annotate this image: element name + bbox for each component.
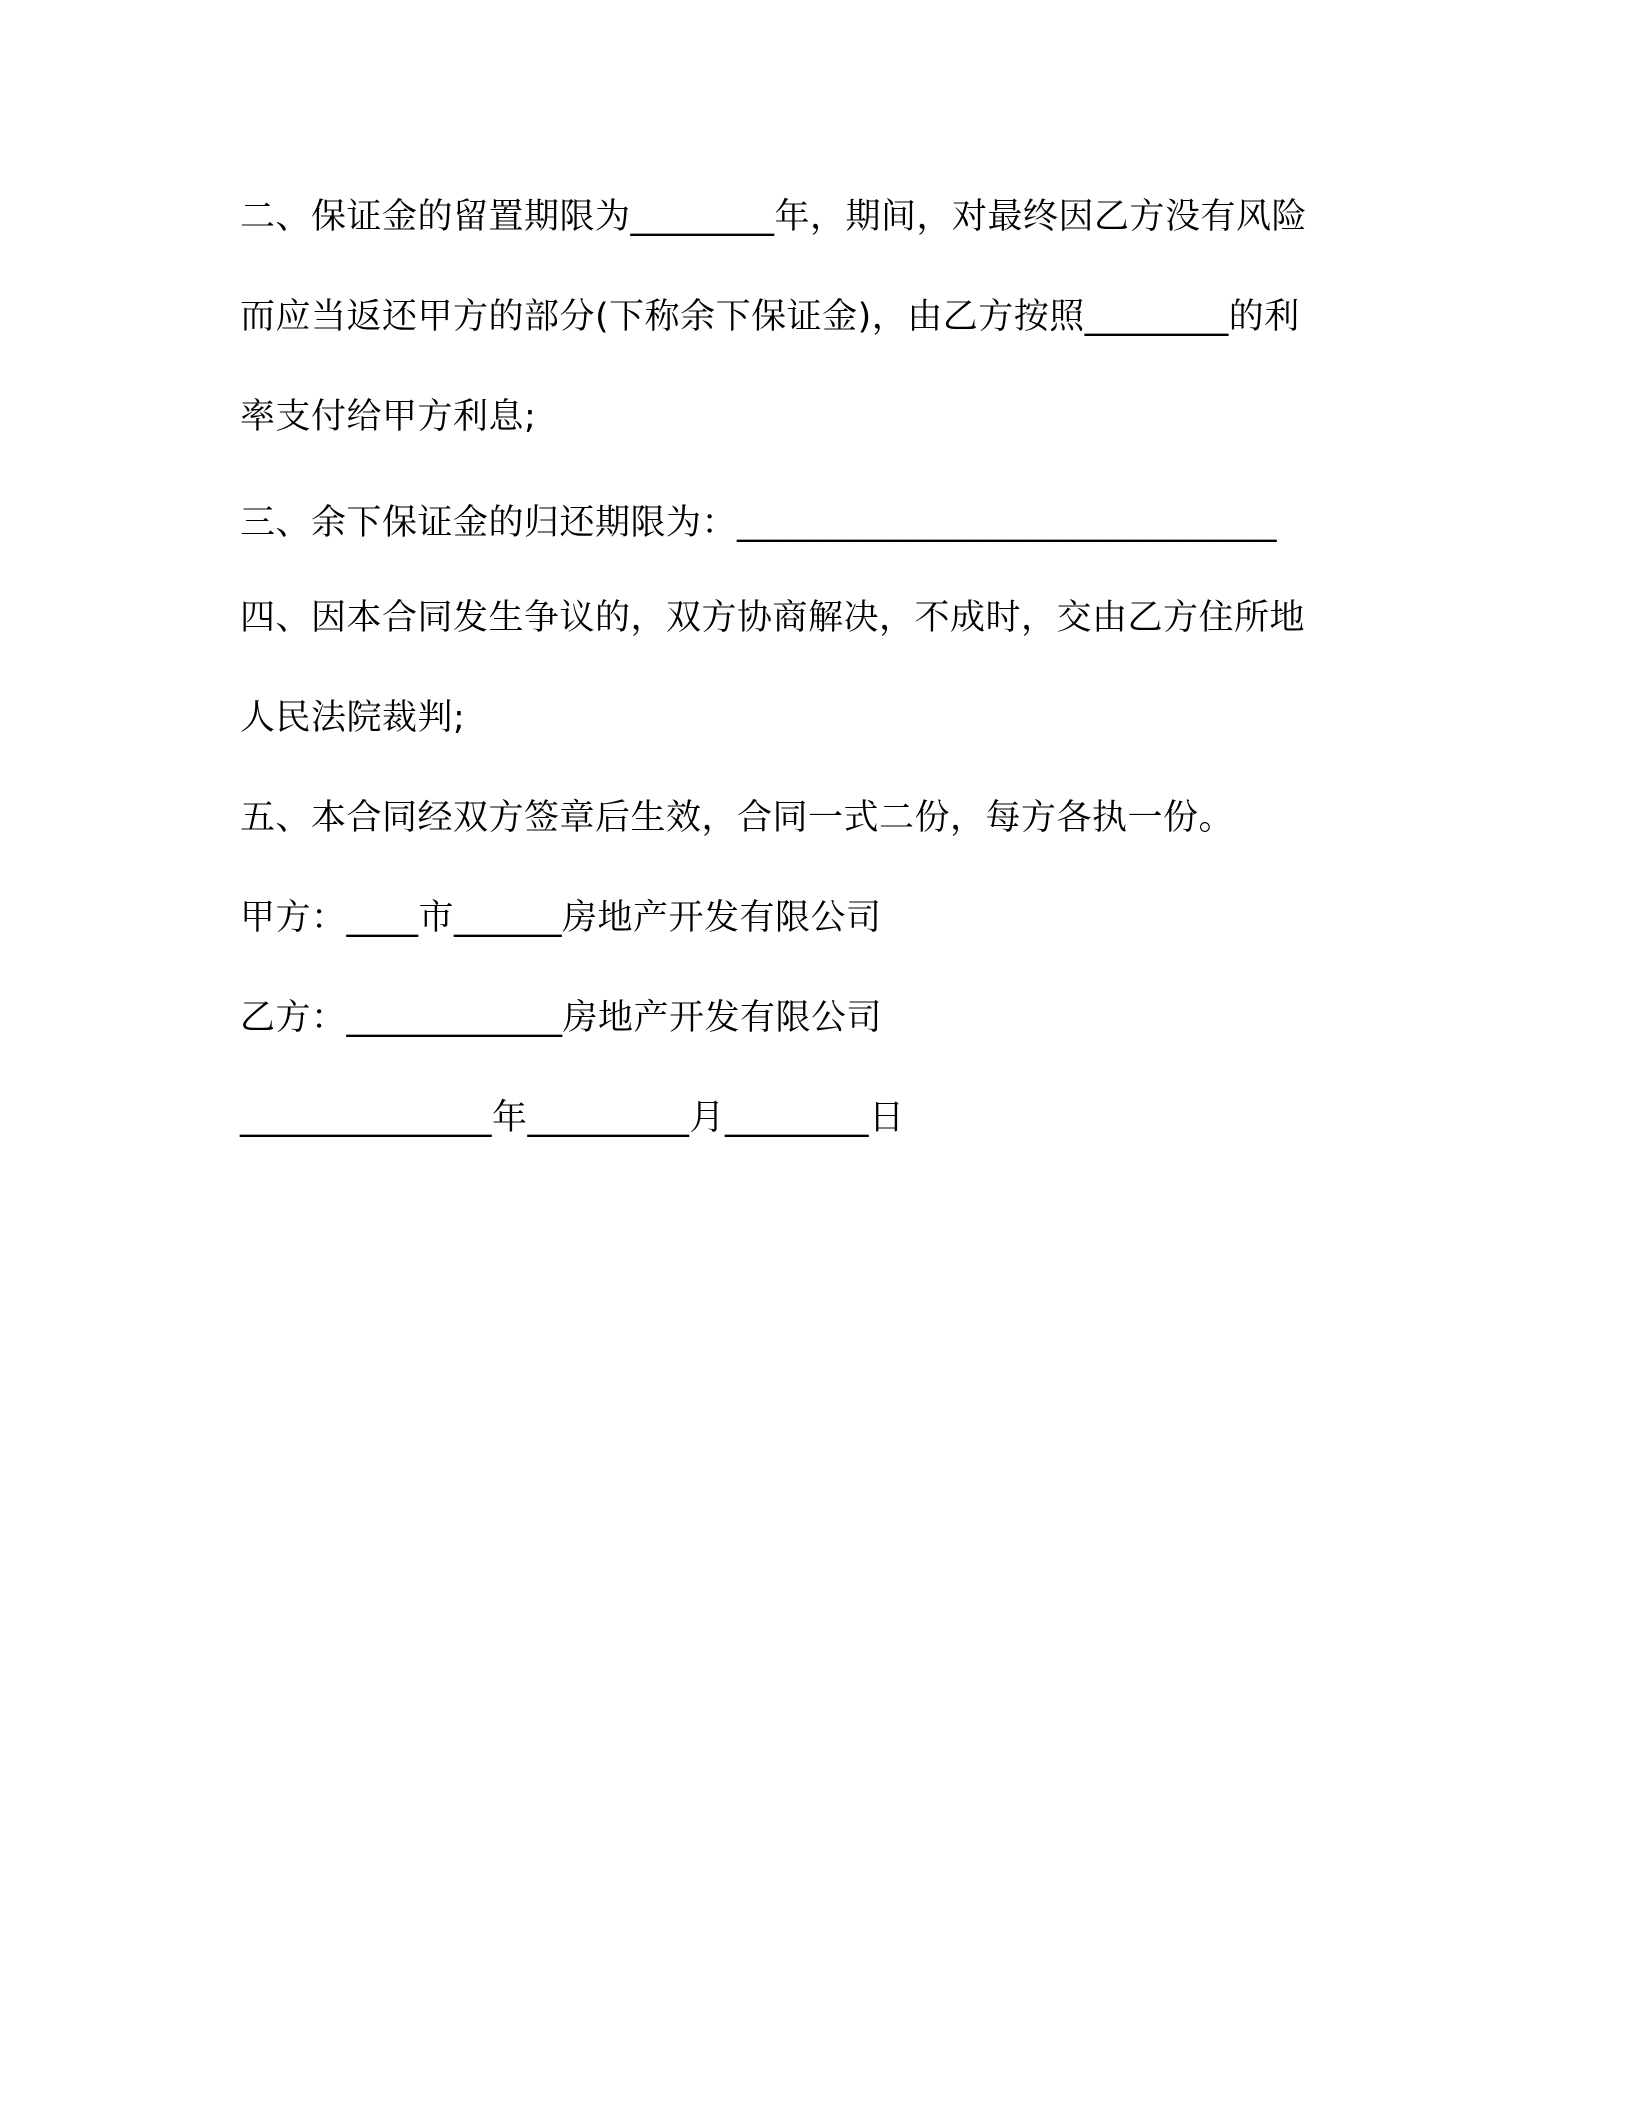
clause-5: 五、本合同经双方签章后生效，合同一式二份，每方各执一份。 (240, 798, 1235, 838)
party-a-line: 甲方：____市______房地产开发有限公司 (240, 898, 882, 938)
clause-2-line-1: 二、保证金的留置期限为________年，期间，对最终因乙方没有风险 (240, 197, 1308, 237)
party-b-line: 乙方：____________房地产开发有限公司 (240, 998, 883, 1038)
clause-2-line-2: 而应当返还甲方的部分(下称余下保证金)，由乙方按照________的利 (240, 297, 1300, 337)
date-line: ______________年_________月________日 (240, 1098, 905, 1138)
clause-4-line-2: 人民法院裁判; (240, 698, 466, 738)
clause-4-line-1: 四、因本合同发生争议的，双方协商解决，不成时，交由乙方住所地 (240, 598, 1306, 638)
clause-3: 三、余下保证金的归还期限为：______________________________ (240, 503, 1278, 543)
clause-2-line-3: 率支付给甲方利息; (240, 397, 537, 437)
